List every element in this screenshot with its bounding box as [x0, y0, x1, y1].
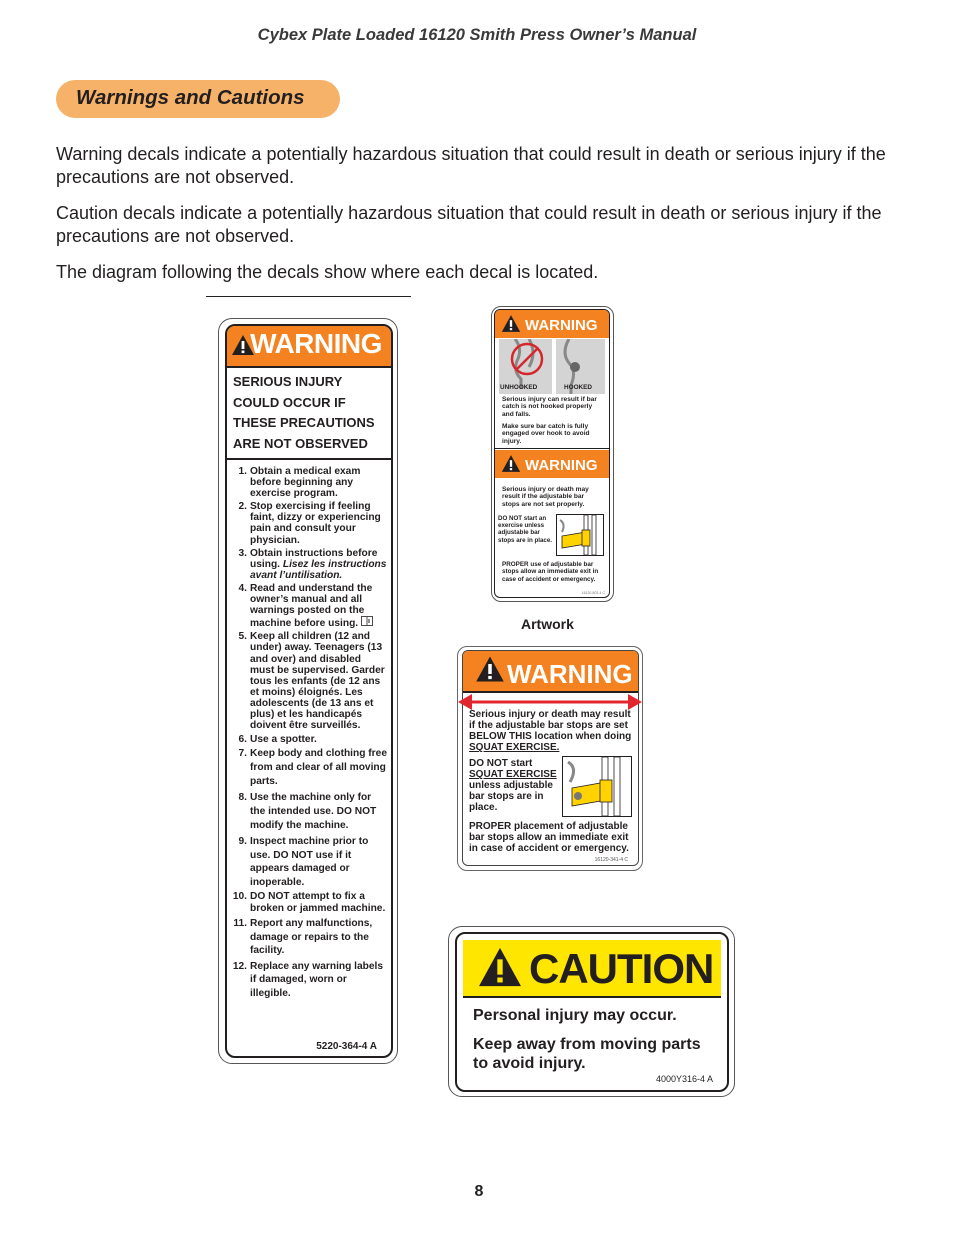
caution-decal-4000y316-label [455, 932, 729, 1092]
item-number: 7. [238, 748, 247, 760]
squat-exercise-text: SQUAT EXERCISE. [469, 742, 560, 753]
list-item [229, 917, 387, 958]
item-number: 9. [238, 836, 247, 848]
lead-line: SERIOUS INJURY [233, 374, 343, 389]
squat-warning-text [469, 709, 637, 753]
item-number: 5. [238, 631, 247, 643]
bar-stops-instruction-text: DO NOT start an exercise unless adjustable bar stops are in place. [498, 515, 552, 544]
caution-line-1: Personal injury may occur. [473, 1007, 677, 1024]
bar-stop-illustration [562, 756, 632, 817]
warning-triangle-icon [475, 655, 505, 683]
item-number: 1. [238, 466, 247, 477]
warning-paragraph: Warning decals indicate a potentially hazardous situation that could result in death or serious injury if the precautions are not observed. [56, 144, 886, 187]
list-item [229, 960, 387, 1001]
item-text: Use the machine only for the intended use. DO NOT modify the machine. [250, 792, 377, 832]
bar-stop-illustration [556, 514, 604, 556]
warning-banner [495, 450, 609, 478]
decal-part-number: 4000Y316-4 A [655, 1074, 713, 1084]
squat-proper-placement-text: PROPER placement of adjustable bar stops allow an immediate exit in case of accident or emergency. [469, 821, 629, 854]
item-text [250, 548, 387, 581]
item-number: 11. [233, 918, 247, 930]
item-number: 10. [232, 891, 247, 903]
bar-stops-warning-text: Serious injury or death may result if the adjustable bar stops are not set properly. [502, 486, 589, 508]
squat-start-instruction [469, 758, 561, 813]
caution-paragraph: Caution decals indicate a potentially hazardous situation that could result in death or serious injury if the precautions are not observed. [56, 203, 882, 246]
diagram-paragraph: The diagram following the decals show where each decal is located. [56, 262, 599, 282]
item-text-main: Obtain instructions before using. [250, 547, 378, 570]
caution-banner [463, 940, 721, 998]
list-item [229, 631, 387, 731]
warning-decal-5220-label [225, 324, 393, 1058]
warning-triangle-icon [501, 454, 521, 473]
section-title: Warnings and Cautions [76, 86, 305, 109]
lead-line: COULD OCCUR IF [233, 394, 346, 410]
page-number: 8 [474, 1183, 484, 1200]
item-text: Inspect machine prior to use. DO NOT use if it appears damaged or inoperable. [250, 836, 369, 888]
warning-banner-text: WARNING [525, 317, 598, 334]
artwork-caption: Artwork [521, 616, 574, 631]
item-text: Keep all children (12 and under) away. Teenagers (13 and over) and disabled must be supervised. Garder tous les enfants (de 12 ans et moins) éloignés. Les adolescents (de 13 ans et plus) et les handicapés doivent être surveillés. [250, 631, 385, 732]
warning-banner [463, 651, 638, 693]
item-text-french: Lisez les instructions avant l’untilisation. [250, 558, 387, 581]
list-item [229, 891, 387, 915]
decal-part-number: 16120-341-4 C [594, 857, 628, 863]
bar-stops-proper-use-text: PROPER use of adjustable bar stops allow an immediate exit in case of accident or emergency. [502, 561, 599, 583]
item-text-main: Read and understand the owner’s manual and all warnings posted on the machine before using. [250, 582, 373, 630]
list-item [229, 501, 387, 545]
item-text: Report any malfunctions, damage or repairs to the facility. [250, 918, 373, 957]
warning-decal-16120-341-label [462, 650, 639, 866]
warning-triangle-icon [501, 314, 521, 333]
item-text: Replace any warning labels if damaged, worn or illegible. [250, 960, 384, 999]
bar-catch-instruction-text: Make sure bar catch is fully engaged over hook to avoid injury. [502, 423, 590, 445]
instruction-line: unless adjustable bar stops are in place. [469, 780, 553, 813]
warning-banner-text: WARNING [507, 659, 633, 689]
precautions-list [229, 466, 387, 1002]
list-item [229, 747, 387, 789]
warning-banner [227, 326, 391, 366]
item-text: Stop exercising if feeling faint, dizzy or experiencing pain and consult your physician. [250, 501, 381, 546]
list-item [229, 791, 387, 833]
decal-part-number: 5220-364-4 A [316, 1041, 377, 1052]
item-text: Keep body and clothing free from and clear of all moving parts. [250, 748, 387, 788]
warning-banner [495, 310, 609, 338]
divider-line [206, 296, 411, 297]
unhooked-label: UNHOOKED [500, 384, 538, 391]
divider [227, 458, 391, 460]
warning-banner-text: WARNING [250, 328, 382, 359]
lead-line: THESE PRECAUTIONS [233, 415, 375, 430]
item-text: Use a spotter. [250, 734, 317, 746]
warning-banner-text: WARNING [525, 457, 598, 474]
bar-catch-warning-text: Serious injury can result if bar catch is not hooked properly and falls. [502, 396, 597, 418]
divider [227, 366, 391, 368]
warning-lead-text [233, 372, 389, 454]
item-number: 6. [238, 734, 247, 746]
list-item [229, 734, 387, 745]
document-header: Cybex Plate Loaded 16120 Smith Press Owner’s Manual [257, 26, 697, 44]
list-item [229, 548, 387, 581]
instruction-line: DO NOT start [469, 758, 533, 769]
hooked-label: HOOKED [564, 384, 593, 391]
caution-triangle-icon [477, 946, 523, 988]
list-item [229, 466, 387, 499]
lead-line: ARE NOT OBSERVED [233, 435, 368, 451]
warning-decal-16120-803-label [494, 309, 610, 598]
item-number: 3. [238, 547, 247, 559]
item-number: 12. [232, 960, 247, 972]
list-item [229, 835, 387, 889]
item-number: 8. [238, 792, 247, 804]
level-arrow-icon [458, 692, 642, 712]
caution-line-2: Keep away from moving parts to avoid injury. [473, 1036, 701, 1072]
item-text [250, 583, 387, 629]
decal-part-number: 16120-803-4 C [581, 591, 605, 595]
list-item [229, 583, 387, 629]
item-number: 4. [238, 582, 247, 594]
item-text: DO NOT attempt to fix a broken or jammed machine. [250, 891, 386, 915]
divider [495, 448, 609, 449]
item-text: Obtain a medical exam before beginning any exercise program. [250, 466, 361, 500]
caution-banner-text: CAUTION [529, 945, 714, 992]
manual-book-icon [361, 616, 373, 626]
item-number: 2. [238, 501, 247, 513]
squat-exercise-text: SQUAT EXERCISE [469, 769, 557, 780]
squat-warning-main: Serious injury or death may result if the adjustable bar stops are set BELOW THIS location when doing [469, 709, 632, 742]
